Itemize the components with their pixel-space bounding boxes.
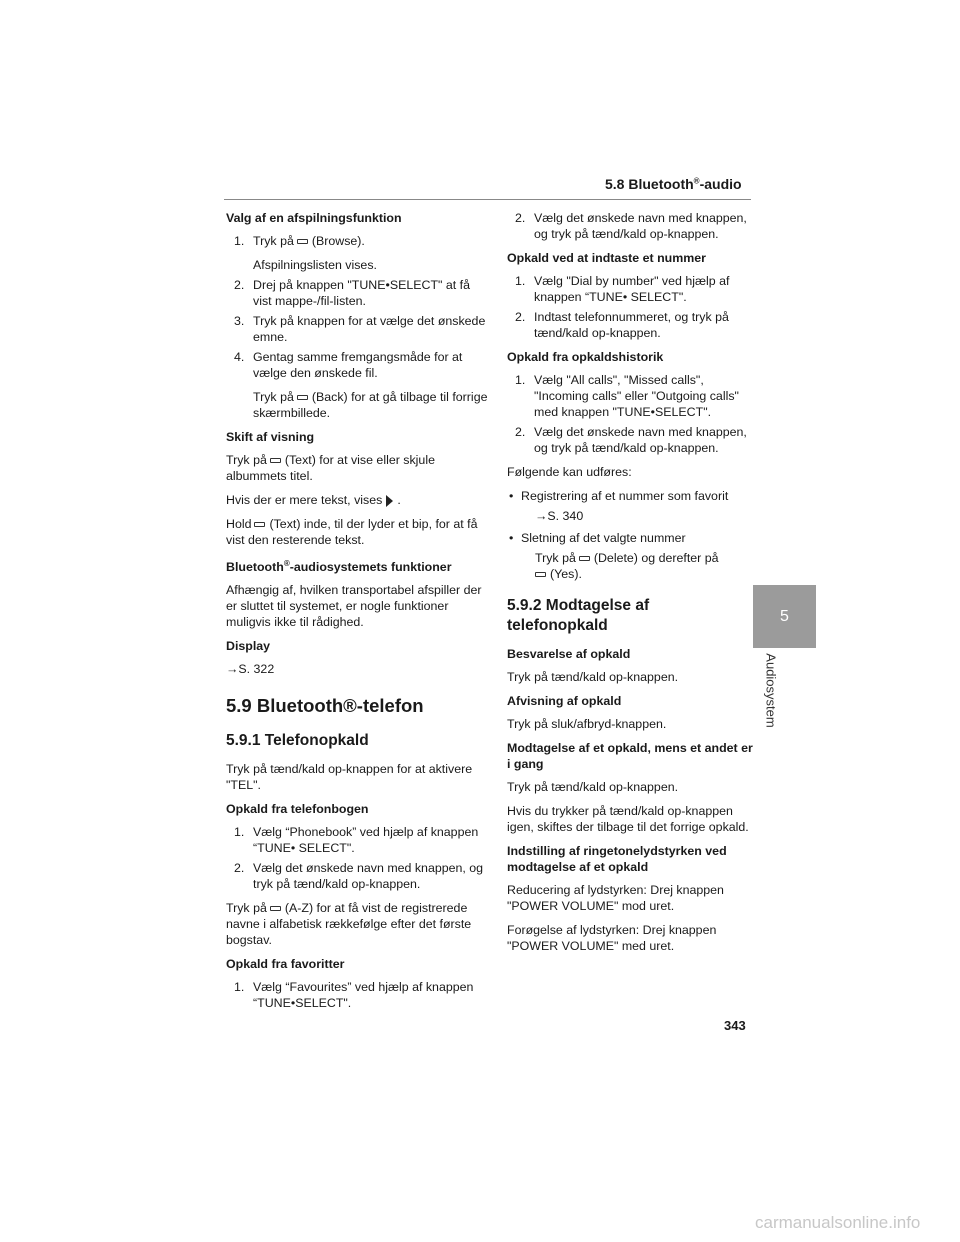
text-post: .	[397, 493, 401, 507]
phonebook-steps	[226, 824, 488, 892]
step-number: 2.	[515, 310, 526, 324]
step-number: 3.	[234, 314, 245, 328]
az-paragraph	[226, 900, 488, 948]
heading-pre: Bluetooth	[226, 560, 284, 575]
list-item	[234, 979, 488, 1011]
step-text: Drej på knappen "TUNE•SELECT" at få vist mappe-/fil-listen.	[253, 278, 470, 308]
step-text-pre: Tryk på	[253, 234, 294, 248]
text-pre: Hold	[226, 517, 252, 531]
more-text-paragraph	[226, 492, 488, 508]
header-rule	[224, 199, 751, 200]
during-text-2: Hvis du trykker på tænd/kald op-knappen igen, skiftes der tilbage til det forrige opkald.	[507, 804, 749, 834]
step-text: Vælg det ønskede navn med knappen, og tryk på tænd/kald op-knappen.	[534, 211, 747, 241]
registered-mark: ®	[283, 559, 290, 568]
step-number: 1.	[234, 980, 245, 995]
bullet-text: Registrering af et nummer som favorit	[521, 489, 729, 503]
list-item	[507, 488, 753, 524]
ringtone-down: Reducering af lydstyrken: Drej knappen "POWER VOLUME" mod uret.	[507, 883, 724, 913]
keypad-steps	[507, 273, 753, 341]
ringtone-up: Forøgelse af lydstyrken: Drej knappen "POWER VOLUME" med uret.	[507, 923, 717, 953]
playback-back-text	[253, 389, 488, 421]
list-item	[515, 309, 753, 341]
options-list	[507, 488, 753, 582]
button-icon	[270, 458, 281, 463]
bullet: •	[509, 489, 514, 503]
list-item	[234, 824, 488, 856]
arrow-right-icon	[386, 495, 393, 507]
text-post: (Text) inde, til der lyder et bip, for at få vist den resterende tekst.	[226, 517, 478, 547]
following-text: Følgende kan udføres:	[507, 465, 632, 479]
reject-heading: Afvisning af opkald	[507, 694, 622, 708]
button-icon	[535, 572, 546, 577]
step-number: 1.	[234, 234, 245, 248]
step-text: Indtast telefonnummeret, og tryk på tænd/kald op-knappen.	[534, 310, 729, 340]
history-steps	[507, 372, 753, 456]
button-icon	[297, 239, 308, 244]
phonebook-heading: Opkald fra telefonbogen	[226, 802, 369, 817]
right-column	[507, 210, 753, 962]
playback-step1-result: Afspilningslisten vises.	[253, 258, 377, 272]
list-item	[515, 273, 753, 305]
header-section-suffix: -audio	[699, 176, 742, 192]
list-item	[507, 530, 753, 582]
chapter-number: 5	[780, 607, 789, 625]
during-text: Tryk på tænd/kald op-knappen.	[507, 780, 679, 794]
bullet: •	[509, 531, 514, 545]
delete-instructions	[535, 550, 753, 582]
playback-heading: Valg af en afspilningsfunktion	[226, 211, 402, 225]
button-icon	[270, 906, 281, 911]
list-item	[515, 210, 753, 242]
step-number: 2.	[515, 425, 526, 439]
text-mid: (Delete) og derefter på	[593, 551, 719, 565]
step-number: 1.	[234, 825, 245, 840]
text-post: (Yes).	[550, 567, 582, 581]
step-text: Vælg det ønskede navn med knappen, og tryk på tænd/kald op-knappen.	[534, 425, 747, 455]
text-pre: Tryk på	[226, 901, 267, 916]
reject-text: Tryk på sluk/afbryd-knappen.	[507, 717, 667, 731]
favourites-heading: Opkald fra favoritter	[226, 957, 345, 972]
history-heading: Opkald fra opkaldshistorik	[507, 350, 664, 364]
section-title: 5.9 Bluetooth®-telefon	[226, 695, 424, 717]
list-item	[234, 860, 488, 892]
header-section-prefix: 5.8 Bluetooth	[605, 176, 694, 192]
step-text: Vælg det ønskede navn med knappen, og tryk på tænd/kald op-knappen.	[253, 861, 484, 892]
heading-post: -audiosystemets funktioner	[289, 560, 452, 575]
during-heading: Modtagelse af et opkald, mens et andet er i gang	[507, 741, 753, 771]
step-number: 2.	[234, 278, 245, 292]
answer-text: Tryk på tænd/kald op-knappen.	[507, 670, 679, 684]
button-icon	[579, 556, 590, 561]
display-reference[interactable]: →S. 322	[226, 662, 275, 677]
favorite-reference[interactable]: →S. 340	[535, 509, 584, 523]
list-item	[234, 313, 488, 345]
tel-intro: Tryk på tænd/kald op-knappen for at aktivere "TEL".	[226, 762, 473, 793]
text-pre: Hvis der er mere tekst, vises	[226, 493, 383, 507]
text-pre: Tryk på	[226, 453, 267, 467]
list-item	[234, 277, 488, 309]
text-post: (Text) for at vise eller skjule albummets titel.	[226, 453, 435, 483]
bullet-text: Sletning af det valgte nummer	[521, 531, 686, 545]
watermark: carmanualsonline.info	[755, 1213, 921, 1232]
running-header	[605, 176, 742, 192]
left-column	[226, 210, 488, 1019]
text-pre: Tryk på	[535, 551, 576, 565]
page-number: 343	[724, 1018, 746, 1033]
subsection-title: 5.9.1 Telefonopkald	[226, 732, 369, 750]
list-item	[234, 349, 488, 381]
step-number: 2.	[515, 211, 526, 225]
ringtone-heading: Indstilling af ringetonelydstyrken ved modtagelse af et opkald	[507, 844, 727, 874]
step-number: 2.	[234, 861, 245, 876]
display-change-heading: Skift af visning	[226, 430, 315, 444]
step-number: 1.	[515, 373, 526, 387]
step-text: Vælg “Phonebook” ved hjælp af knappen “TUNE• SELECT".	[253, 825, 479, 856]
step-text: Vælg "All calls", "Missed calls", "Incoming calls" eller "Outgoing calls" med knappen "TUNE•SELECT".	[534, 373, 739, 419]
step-number: 4.	[234, 350, 245, 364]
favourites-steps-cont	[507, 210, 753, 242]
button-icon	[254, 522, 265, 527]
text-pre: Tryk på	[253, 390, 294, 404]
button-icon	[297, 395, 308, 400]
subsection-title: 5.9.2 Modtagelse af telefonopkald	[507, 597, 650, 634]
keypad-heading: Opkald ved at indtaste et nummer	[507, 251, 706, 265]
hold-paragraph	[226, 516, 488, 548]
favourites-steps	[226, 979, 488, 1011]
answer-heading: Besvarelse af opkald	[507, 647, 631, 661]
step-number: 1.	[515, 274, 526, 288]
list-item	[515, 424, 753, 456]
chapter-label	[753, 648, 789, 733]
playback-steps-cont	[226, 277, 488, 381]
list-item	[234, 233, 488, 249]
step-text-post: (Browse).	[311, 234, 365, 248]
text-toggle-paragraph	[226, 452, 488, 484]
text-post: (A-Z) for at få vist de registrerede navne i alfabetisk rækkefølge efter det første bogstav.	[226, 901, 472, 948]
display-heading: Display	[226, 639, 271, 654]
step-text: Vælg “Favourites” ved hjælp af knappen “TUNE•SELECT".	[253, 980, 474, 1011]
playback-steps	[226, 233, 488, 249]
step-text: Tryk på knappen for at vælge det ønskede emne.	[253, 314, 486, 344]
functions-text: Afhængig af, hvilken transportabel afspiller der er sluttet til systemet, er nogle funktioner muligvis ikke til rådighed.	[226, 583, 482, 630]
step-text: Vælg "Dial by number" ved hjælp af knappen “TUNE• SELECT".	[534, 274, 730, 304]
list-item	[515, 372, 753, 420]
header-registered-mark: ®	[693, 176, 700, 186]
step-text: Gentag samme fremgangsmåde for at vælge den ønskede fil.	[253, 350, 463, 380]
chapter-tab[interactable]	[753, 585, 816, 648]
chapter-label-text: Audiosystem	[763, 653, 779, 728]
functions-heading	[226, 556, 488, 575]
text-post: (Back) for at gå tilbage til forrige skærmbillede.	[253, 390, 488, 420]
